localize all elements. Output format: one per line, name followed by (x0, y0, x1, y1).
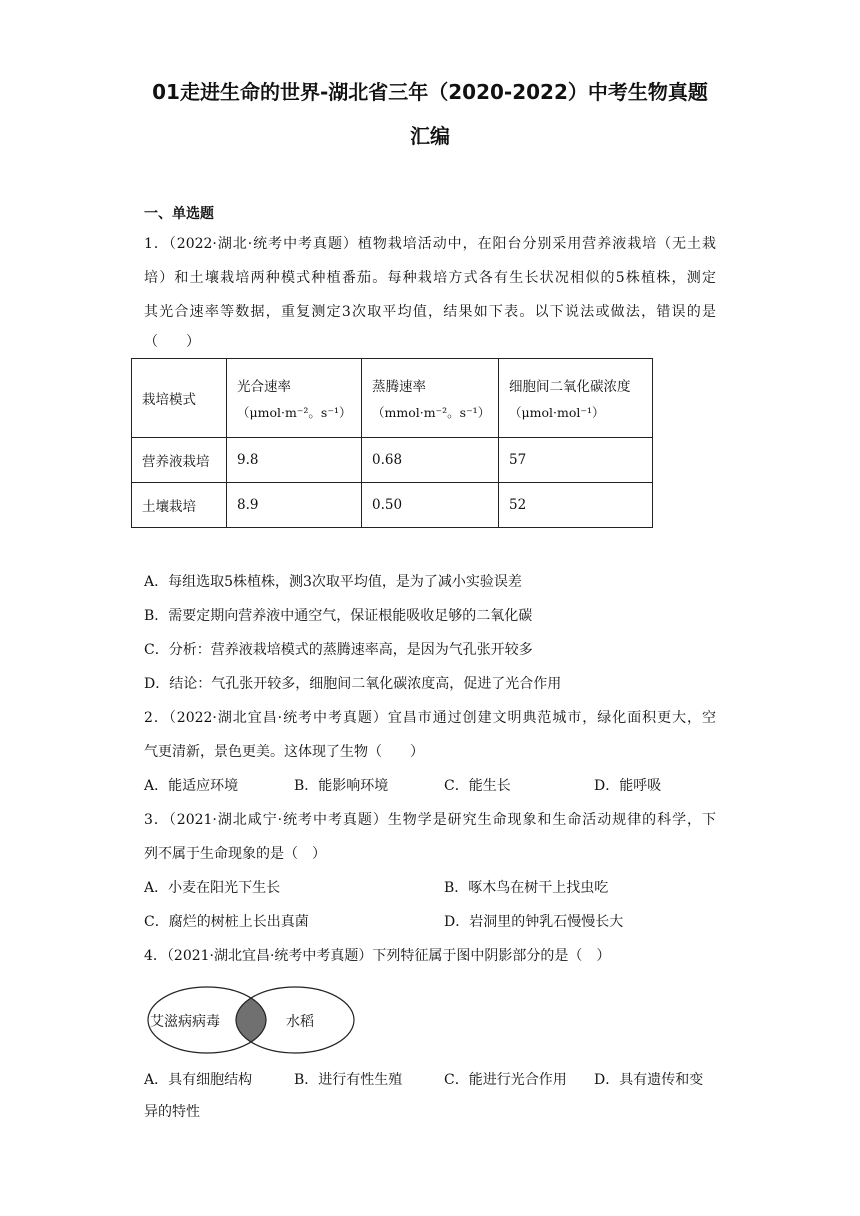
venn-left-label: 艾滋病病毒 (150, 1014, 220, 1030)
table-cell: 57 (499, 438, 653, 483)
table-cell: 营养液栽培 (132, 438, 227, 483)
q3-line-2: 列不属于生命现象的是（ ） (144, 846, 326, 862)
table-cell: 8.9 (227, 483, 362, 528)
q2-option-b: B．能影响环境 (294, 778, 389, 794)
transpiration-label: 蒸腾速率 (372, 379, 426, 395)
q4-option-d-continuation: 异的特性 (144, 1104, 200, 1120)
q1-line-4: （ ） (144, 334, 200, 350)
q1-option-c: C．分析：营养液栽培模式的蒸腾速率高，是因为气孔张开较多 (144, 642, 533, 658)
q4-option-a: A．具有细胞结构 (144, 1072, 253, 1088)
q4-option-b: B．进行有性生殖 (294, 1072, 403, 1088)
venn-diagram (146, 985, 356, 1055)
table-header-mode: 栽培模式 (132, 359, 227, 438)
q2-line-2: 气更清新，景色更美。这体现了生物（ ） (144, 744, 424, 760)
q3-option-a: A．小麦在阳光下生长 (144, 880, 281, 896)
venn-right-label: 水稻 (286, 1014, 314, 1030)
table-cell: 土壤栽培 (132, 483, 227, 528)
table-row (132, 483, 653, 528)
q1-option-d: D．结论：气孔张开较多，细胞间二氧化碳浓度高，促进了光合作用 (144, 676, 562, 692)
q4-option-c: C．能进行光合作用 (444, 1072, 567, 1088)
table-cell: 52 (499, 483, 653, 528)
photosynthesis-unit: （μmol·m⁻²。s⁻¹） (237, 405, 352, 420)
q1-line-3: 其光合速率等数据，重复测定3次取平均值，结果如下表。以下说法或做法，错误的是 (144, 304, 716, 320)
table-cell: 0.50 (362, 483, 499, 528)
document-title-line2: 汇编 (410, 124, 450, 148)
table-cell: 0.68 (362, 438, 499, 483)
table-header-transpiration (362, 359, 499, 438)
q3-option-d: D．岩洞里的钟乳石慢慢长大 (444, 914, 624, 930)
q1-data-table (131, 358, 653, 528)
q2-option-d: D．能呼吸 (594, 778, 662, 794)
q2-option-c: C．能生长 (444, 778, 511, 794)
table-header-row (132, 359, 653, 438)
co2-label: 细胞间二氧化碳浓度 (509, 379, 631, 395)
transpiration-unit: （mmol·m⁻²。s⁻¹） (372, 405, 491, 420)
q1-line-1: 1．（2022·湖北·统考中考真题）植物栽培活动中，在阳台分别采用营养液栽培（无土栽 (144, 236, 716, 252)
q3-line-1: 3．（2021·湖北咸宁·统考中考真题）生物学是研究生命现象和生命活动规律的科学，下 (144, 812, 716, 828)
q3-option-b: B．啄木鸟在树干上找虫吃 (444, 880, 609, 896)
q3-option-c: C．腐烂的树桩上长出真菌 (144, 914, 309, 930)
table-row (132, 438, 653, 483)
q1-option-a: A．每组选取5株植株，测3次取平均值，是为了减小实验误差 (144, 574, 522, 590)
q1-option-b: B．需要定期向营养液中通空气，保证根能吸收足够的二氧化碳 (144, 608, 533, 624)
table-cell: 9.8 (227, 438, 362, 483)
photosynthesis-label: 光合速率 (237, 379, 291, 395)
q2-line-1: 2．（2022·湖北宜昌·统考中考真题）宜昌市通过创建文明典范城市，绿化面积更大，空 (144, 710, 716, 726)
q1-line-2: 培）和土壤栽培两种模式种植番茄。每种栽培方式各有生长状况相似的5株植株，测定 (144, 270, 716, 286)
q4-line-1: 4．（2021·湖北宜昌·统考中考真题）下列特征属于图中阴影部分的是（ ） (144, 948, 611, 964)
document-title-line1: 01走进生命的世界-湖北省三年（2020-2022）中考生物真题 (152, 80, 708, 104)
table-header-co2 (499, 359, 653, 438)
q2-option-a: A．能适应环境 (144, 778, 239, 794)
q4-option-d: D．具有遗传和变 (594, 1072, 704, 1088)
table-header-photosynthesis (227, 359, 362, 438)
section-heading: 一、单选题 (144, 206, 214, 222)
co2-unit: （μmol·mol⁻¹） (509, 405, 605, 420)
